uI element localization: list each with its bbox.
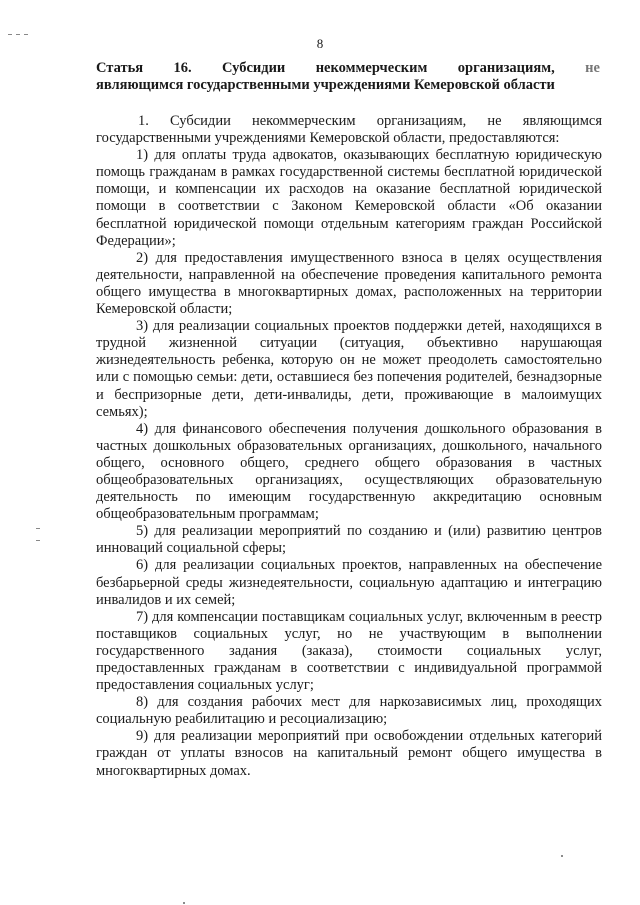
scan-mark (36, 540, 40, 541)
paragraph-item-9: 9) для реализации мероприятий при освобождении отдельных категорий граждан от уплаты взносов на капитальный ремонт общего имущества в многоквартирных домах. (96, 728, 602, 779)
heading-word: 16. (173, 60, 192, 76)
scan-mark (36, 528, 40, 529)
scan-speck (183, 902, 185, 904)
article-heading (96, 60, 600, 94)
page-number: 8 (316, 36, 324, 51)
paragraph-item-5: 5) для реализации мероприятий по созданию и (или) развитию центров инноваций социальной сферы; (96, 523, 602, 557)
heading-line-2: являющимся государственными учреждениями Кемеровской области (96, 77, 555, 93)
paragraph-item-3: 3) для реализации социальных проектов поддержки детей, находящихся в трудной жизненной ситуации (ситуация, объективно нарушающая жизнедеятельность ребенка, которую он не может преодолеть самостоятельно или с помощью семьи: дети, оставшиеся без попечения родителей, безнадзорные и беспризорные дети, дети-инвалиды, дети, проживающие в малоимущих семьях); (96, 318, 602, 420)
scan-mark (8, 34, 12, 35)
heading-word: не (585, 60, 600, 76)
paragraph-item-7: 7) для компенсации поставщикам социальных услуг, включенным в реестр поставщиков социальных услуг, но не участвующим в выполнении государственного задания (заказа), стоимости социальных услуг, предоставленных гражданам в соответствии с индивидуальной программой предоставления социальных услуг; (96, 608, 602, 694)
heading-word: Субсидии (222, 60, 286, 76)
paragraph-item-2: 2) для предоставления имущественного взноса в целях осуществления деятельности, направленной на обеспечение проведения капитального ремонта общего имущества в многоквартирных домах, расположенных на территории Кемеровской области; (96, 249, 602, 318)
paragraph-intro: 1. Субсидии некоммерческим организациям, не являющимся государственными учреждениями Кемеровской области, предоставляются: (96, 113, 602, 147)
paragraph-item-4: 4) для финансового обеспечения получения дошкольного образования в частных дошкольных образовательных организациях, дошкольного, начального общего, основного общего, среднего общего образования в частных общеобразовательных организациях, осуществляющих образовательную деятельность по имеющим государственную аккредитацию основным общеобразовательным программам; (96, 420, 602, 523)
scan-mark (24, 34, 28, 35)
paragraph-item-8: 8) для создания рабочих мест для наркозависимых лиц, проходящих социальную реабилитацию и ресоциализацию; (96, 694, 602, 728)
scan-speck (561, 855, 563, 857)
paragraph-item-1: 1) для оплаты труда адвокатов, оказывающих бесплатную юридическую помощь гражданам в рамках государственной системы бесплатной юридической помощи, и компенсации их расходов на оказание бесплатной юридической помощи в соответствии с Законом Кемеровской области «Об оказании бесплатной юридической помощи отдельным категориям граждан Российской Федерации»; (96, 147, 602, 249)
paragraph-item-6: 6) для реализации социальных проектов, направленных на обеспечение безбарьерной среды жизнедеятельности, социальную адаптацию и интеграцию инвалидов и их семей; (96, 557, 602, 608)
heading-word: Статья (96, 60, 144, 76)
article-body (96, 113, 602, 780)
heading-line-1 (96, 60, 600, 77)
heading-word: некоммерческим (315, 60, 428, 76)
scan-mark (16, 34, 20, 35)
heading-word: организациям, (457, 60, 555, 76)
